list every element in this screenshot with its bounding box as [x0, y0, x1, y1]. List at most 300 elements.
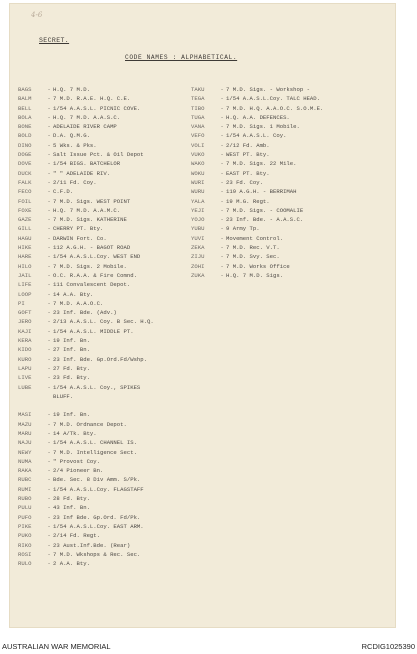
unit-name: 2/13 A.A.S.L. Coy. B Sec. H.Q. — [53, 318, 154, 326]
code-separator: - — [47, 457, 51, 465]
code-entry-row — [18, 94, 198, 103]
code-entry-row — [18, 448, 198, 457]
unit-name: 2/12 Fd. Amb. — [226, 141, 270, 149]
code-entry-row — [191, 159, 391, 168]
code-word: VOLI — [191, 141, 205, 149]
unit-name: 7 M.D. Sigs. 2 Mobile. — [53, 262, 127, 270]
code-entry-row — [191, 187, 391, 196]
code-separator: - — [220, 234, 224, 242]
code-entry-row — [18, 280, 198, 289]
code-word: FALK — [18, 178, 32, 186]
code-entry-row — [191, 271, 391, 280]
code-entry-row — [18, 197, 198, 206]
unit-name: DARWIN Fort. Co. — [53, 234, 107, 242]
code-word: WURU — [191, 188, 205, 196]
unit-name: 7 M.D. Sigs. KATHERINE — [53, 216, 127, 224]
code-separator: - — [47, 178, 51, 186]
unit-name: 23 Fd. Coy. — [226, 178, 263, 186]
unit-name: 1/54 A.A.S.L.Coy. FLAGSTAFF — [53, 485, 144, 493]
code-entry-row — [191, 169, 391, 178]
unit-name: H.Q. A.A. DEFENCES. — [226, 113, 290, 121]
code-entry-row — [18, 355, 198, 364]
code-entry-row — [191, 243, 391, 252]
code-word: LAPU — [18, 364, 32, 372]
code-entry-row — [18, 364, 198, 373]
code-separator: - — [47, 281, 51, 289]
code-entry-row — [191, 85, 391, 94]
code-separator: - — [47, 123, 51, 131]
code-separator: - — [47, 550, 51, 558]
code-word: ZOHI — [191, 262, 205, 270]
code-separator: - — [47, 95, 51, 103]
code-separator: - — [47, 411, 51, 419]
code-separator: - — [47, 86, 51, 93]
unit-name: 1/54 A.A.S.L. PICNIC COVE. — [53, 104, 141, 112]
code-separator: - — [220, 216, 224, 224]
code-separator: - — [47, 448, 51, 456]
unit-name: 7 M.D. Sigs. 1 Mobile. — [226, 123, 300, 131]
code-word: JAIL — [18, 271, 32, 279]
code-word: BAGS — [18, 86, 32, 93]
unit-name: ADELAIDE RIVER CAMP — [53, 123, 117, 131]
code-word: KIDO — [18, 346, 32, 354]
code-separator: - — [47, 225, 51, 233]
code-entry-row — [18, 224, 198, 233]
code-entry-row — [191, 141, 391, 150]
unit-name: 5 Wks. & Pks. — [53, 141, 97, 149]
unit-name: 23 Aust.Inf.Bde. (Rear) — [53, 541, 131, 549]
unit-name: 2/14 Fd. Regt. — [53, 532, 100, 540]
unit-name: H.Q. 7 M.D. — [53, 86, 90, 93]
code-entry-row — [18, 234, 198, 243]
code-entry-row — [18, 438, 198, 447]
code-separator: - — [47, 206, 51, 214]
code-separator: - — [47, 262, 51, 270]
unit-name: 23 Inf. Bde. - A.A.S.C. — [226, 216, 304, 224]
code-separator: - — [220, 104, 224, 112]
code-separator: - — [47, 355, 51, 363]
code-separator: - — [47, 346, 51, 354]
code-entry-row — [191, 104, 391, 113]
code-word: HILO — [18, 262, 32, 270]
code-separator: - — [47, 504, 51, 512]
code-separator: - — [47, 364, 51, 372]
code-entry-row — [18, 252, 198, 261]
code-entry-row — [18, 420, 198, 429]
unit-name: 27 Inf. Bn. — [53, 346, 90, 354]
unit-name: 23 Inf. Bde. Gp.Ord.Fd/Wshp. — [53, 355, 147, 363]
code-separator: - — [47, 485, 51, 493]
code-entry-row — [18, 485, 198, 494]
code-word: ZUKA — [191, 271, 205, 279]
code-word: LIFE — [18, 281, 32, 289]
code-word: YUBU — [191, 225, 205, 233]
unit-name: 7 M.D. Intelligence Sect. — [53, 448, 137, 456]
code-separator: - — [47, 299, 51, 307]
code-entry-row — [18, 131, 198, 140]
code-separator — [45, 401, 53, 410]
code-separator — [45, 392, 53, 401]
code-entry-row — [18, 150, 198, 159]
code-entry-row — [18, 104, 198, 113]
code-word: MASI — [18, 411, 32, 419]
code-word: PUFO — [18, 513, 32, 521]
unit-name: 19 Inf. Bn. — [53, 337, 90, 345]
code-entry-row — [191, 178, 391, 187]
unit-name: Movement Control. — [226, 234, 284, 242]
code-word: RAKA — [18, 467, 32, 475]
code-word: KAJI — [18, 327, 32, 335]
unit-name: 1/54 A.A.S.L. Coy., SPIKES — [53, 383, 141, 391]
code-entry-row — [18, 159, 198, 168]
code-entry-row — [18, 113, 198, 122]
code-separator: - — [220, 244, 224, 252]
code-word: NAJU — [18, 439, 32, 447]
unit-name: D.A. Q.M.G. — [53, 132, 90, 140]
code-word: YOJO — [191, 216, 205, 224]
code-word: GAZE — [18, 216, 32, 224]
code-entry-row — [18, 429, 198, 438]
code-separator: - — [47, 467, 51, 475]
code-entry-row — [191, 252, 391, 261]
code-word: RIKO — [18, 541, 32, 549]
code-separator: - — [47, 513, 51, 521]
unit-name: 7 M.D. R.A.E. H.Q. C.E. — [53, 95, 131, 103]
unit-name: BLUFF. — [53, 392, 74, 400]
code-entry-row — [191, 131, 391, 140]
unit-name: Salt Issue Pct. & Oil Depot — [53, 151, 144, 159]
code-entry-row — [18, 308, 198, 317]
code-entry-row — [191, 122, 391, 131]
code-separator: - — [47, 439, 51, 447]
unit-name: 1/54 A.A.S.L. CHANNEL IS. — [53, 439, 137, 447]
code-entry-row — [18, 401, 198, 410]
unit-name: 28 Fd. Bty. — [53, 495, 90, 503]
unit-name: Bde. Sec. 8 Div Amm. S/Pk. — [53, 476, 141, 484]
code-entry-row — [18, 122, 198, 131]
code-entry-row — [18, 392, 198, 401]
code-entry-row — [18, 141, 198, 150]
code-separator: - — [220, 160, 224, 168]
code-word: KERA — [18, 337, 32, 345]
code-word: RUBC — [18, 476, 32, 484]
code-word: WURI — [191, 178, 205, 186]
code-entry-row — [18, 85, 198, 94]
code-word: FOXE — [18, 206, 32, 214]
code-word: ZEKA — [191, 244, 205, 252]
unit-name: 1/54 A.A.S.L. Coy. — [226, 132, 287, 140]
pencil-note: 4-6 — [31, 11, 43, 19]
unit-name: 19 Inf. Bn. — [53, 411, 90, 419]
code-entry-row — [18, 206, 198, 215]
code-entry-row — [191, 215, 391, 224]
code-separator: - — [220, 225, 224, 233]
code-separator: - — [47, 253, 51, 261]
code-separator: - — [47, 290, 51, 298]
code-word: VUKO — [191, 151, 205, 159]
code-separator: - — [47, 132, 51, 140]
code-word: RULO — [18, 560, 32, 568]
unit-name: H.Q. 7 M.D. A.A.M.C. — [53, 206, 121, 214]
code-separator: - — [220, 123, 224, 131]
code-separator: - — [220, 253, 224, 261]
unit-name: WEST PT. Bty. — [226, 151, 270, 159]
code-separator: - — [47, 244, 51, 252]
code-entry-row — [18, 178, 198, 187]
unit-name: EAST PT. Bty. — [226, 169, 270, 177]
unit-name: 27 Fd. Bty. — [53, 364, 90, 372]
code-entry-row — [18, 336, 198, 345]
unit-name: 7 M.D. Sigs. WEST POINT — [53, 197, 131, 205]
unit-name: 1/54 A.A.S.L. MIDDLE PT. — [53, 327, 134, 335]
unit-name: 112 A.G.H. - BAGOT ROAD — [53, 244, 131, 252]
code-word: VANA — [191, 123, 205, 131]
archive-footer — [0, 640, 417, 654]
code-word: WOKU — [191, 169, 205, 177]
code-separator: - — [47, 383, 51, 391]
code-separator: - — [220, 151, 224, 159]
code-word: DOGE — [18, 151, 32, 159]
unit-name: 43 Inf. Bn. — [53, 504, 90, 512]
code-entry-row — [18, 169, 198, 178]
code-word: WAKO — [191, 160, 205, 168]
code-separator: - — [47, 216, 51, 224]
code-word: LIVE — [18, 374, 32, 382]
unit-name: 7 M.D. H.Q. A.A.O.C. S.O.M.E. — [226, 104, 324, 112]
code-separator: - — [220, 271, 224, 279]
code-entry-row — [18, 262, 198, 271]
code-entry-row — [18, 410, 198, 419]
code-word: YEJI — [191, 206, 205, 214]
code-entry-row — [191, 113, 391, 122]
code-separator: - — [47, 113, 51, 121]
document-title: CODE NAMES : ALPHABETICAL. — [125, 54, 238, 61]
code-entry-row — [18, 559, 198, 568]
unit-name: 1/54 BIGS. BATCHELOR — [53, 160, 121, 168]
right-code-column — [191, 85, 391, 280]
code-word: PULU — [18, 504, 32, 512]
code-word: GILL — [18, 225, 32, 233]
code-entry-row — [18, 345, 198, 354]
unit-name: 1/54 A.A.S.L.Coy. EAST ARM. — [53, 522, 144, 530]
unit-name: H.Q. 7 M.D. Sigs. — [226, 271, 284, 279]
code-word: BOLD — [18, 132, 32, 140]
code-separator: - — [47, 337, 51, 345]
code-entry-row — [18, 373, 198, 382]
code-separator: - — [220, 113, 224, 121]
code-word: ZIJU — [191, 253, 205, 261]
unit-name: O.C. R.A.A. & Fire Comnd. — [53, 271, 137, 279]
code-word: DUCK — [18, 169, 32, 177]
code-word: PIKE — [18, 522, 32, 530]
code-word: NEWY — [18, 448, 32, 456]
code-entry-row — [191, 150, 391, 159]
code-separator: - — [47, 541, 51, 549]
code-separator: - — [47, 420, 51, 428]
code-word: BALM — [18, 95, 32, 103]
code-entry-row — [18, 475, 198, 484]
code-entry-row — [18, 327, 198, 336]
unit-name: 7 M.D. A.A.O.C. — [53, 299, 104, 307]
code-separator: - — [47, 318, 51, 326]
code-word: FOIL — [18, 197, 32, 205]
code-entry-row — [18, 317, 198, 326]
unit-name: 7 M.D. Works Office — [226, 262, 290, 270]
code-entry-row — [18, 503, 198, 512]
code-word: BELL — [18, 104, 32, 112]
code-entry-row — [18, 243, 198, 252]
unit-name: 14 A.A. Bty. — [53, 290, 94, 298]
code-word: TIBO — [191, 104, 205, 112]
unit-name: 7 M.D. Ordnance Depot. — [53, 420, 127, 428]
code-word: ROSI — [18, 550, 32, 558]
code-separator: - — [220, 262, 224, 270]
code-entry-row — [18, 513, 198, 522]
unit-name: 7 M.D. Sigs. 22 Mile. — [226, 160, 297, 168]
code-word: HAGU — [18, 234, 32, 242]
code-separator: - — [47, 197, 51, 205]
code-word: JERO — [18, 318, 32, 326]
code-entry-row — [18, 494, 198, 503]
image-id-label: RCDIG1025390 — [361, 642, 415, 651]
code-separator: - — [47, 160, 51, 168]
code-word — [18, 401, 45, 410]
code-word: TUGA — [191, 113, 205, 121]
code-separator: - — [47, 495, 51, 503]
code-word: PUKO — [18, 532, 32, 540]
code-word: RUBO — [18, 495, 32, 503]
code-separator: - — [47, 188, 51, 196]
unit-name: 119 A.G.H. - BERRIMAH — [226, 188, 297, 196]
code-separator: - — [47, 327, 51, 335]
unit-name: 2 A.A. Bty. — [53, 560, 90, 568]
code-separator: - — [220, 206, 224, 214]
unit-name: " " ADELAIDE RIV. — [53, 169, 111, 177]
code-separator: - — [220, 141, 224, 149]
unit-name: 111 Convalescent Depot. — [53, 281, 131, 289]
unit-name: " Provost Coy. — [53, 457, 100, 465]
code-word: LOOP — [18, 290, 32, 298]
code-separator: - — [47, 476, 51, 484]
code-entry-row — [18, 457, 198, 466]
code-entry-row — [191, 262, 391, 271]
unit-name: 7 M.D. Rec. V.T. — [226, 244, 280, 252]
code-word: DOVE — [18, 160, 32, 168]
code-word: PI — [18, 299, 25, 307]
code-word: RUMI — [18, 485, 32, 493]
left-code-column — [18, 85, 198, 568]
code-entry-row — [191, 206, 391, 215]
code-separator: - — [220, 86, 224, 93]
unit-name: 7 M.D. Svy. Sec. — [226, 253, 280, 261]
unit-name: 14 A/Tk. Bty. — [53, 429, 97, 437]
unit-name: 23 Fd. Bty. — [53, 374, 90, 382]
code-entry-row — [18, 522, 198, 531]
code-separator: - — [47, 234, 51, 242]
code-separator: - — [220, 169, 224, 177]
code-word: LUBE — [18, 383, 32, 391]
code-entry-row — [191, 94, 391, 103]
code-entry-row — [191, 234, 391, 243]
code-entry-row — [18, 541, 198, 550]
unit-name: 7 M.D. Sigs. - Workshop - — [226, 86, 310, 93]
code-word: MAZU — [18, 420, 32, 428]
code-word: TAKU — [191, 86, 205, 93]
code-entry-row — [18, 271, 198, 280]
code-entry-row — [18, 290, 198, 299]
code-word: HIKE — [18, 244, 32, 252]
code-separator: - — [47, 104, 51, 112]
code-word: TEGA — [191, 95, 205, 103]
code-separator: - — [220, 188, 224, 196]
unit-name: 2/4 Pioneer Bn. — [53, 467, 104, 475]
unit-name: C.F.D. — [53, 188, 74, 196]
code-separator: - — [47, 151, 51, 159]
unit-name: 23 Inf Bde. Gp.Ord. Fd/Pk. — [53, 513, 141, 521]
publisher-label: AUSTRALIAN WAR MEMORIAL — [2, 642, 111, 651]
code-word: BONE — [18, 123, 32, 131]
code-word: KURO — [18, 355, 32, 363]
code-entry-row — [18, 215, 198, 224]
code-entry-row — [191, 224, 391, 233]
code-separator: - — [47, 271, 51, 279]
code-word: FECO — [18, 188, 32, 196]
code-word: YUVI — [191, 234, 205, 242]
code-separator: - — [220, 178, 224, 186]
code-word: BOLA — [18, 113, 32, 121]
code-separator: - — [47, 169, 51, 177]
unit-name: 2/11 Fd. Coy. — [53, 178, 97, 186]
code-word: NUMA — [18, 457, 32, 465]
code-entry-row — [18, 466, 198, 475]
code-separator: - — [220, 132, 224, 140]
code-word: GOFT — [18, 309, 32, 317]
code-separator: - — [47, 429, 51, 437]
unit-name: 7 M.D. Wkshops & Rec. Sec. — [53, 550, 141, 558]
code-entry-row — [18, 531, 198, 540]
code-separator: - — [47, 374, 51, 382]
unit-name: 1/54 A.A.S.L.Coy. WEST END — [53, 253, 141, 261]
code-entry-row — [18, 383, 198, 392]
code-entry-row — [191, 197, 391, 206]
code-word: HARE — [18, 253, 32, 261]
code-entry-row — [18, 299, 198, 308]
unit-name: 1/54 A.A.S.L.Coy. TALC HEAD. — [226, 95, 320, 103]
code-separator: - — [47, 522, 51, 530]
code-entry-row — [18, 550, 198, 559]
code-separator: - — [47, 532, 51, 540]
code-word — [18, 392, 45, 401]
code-separator: - — [47, 141, 51, 149]
code-word: DINO — [18, 141, 32, 149]
unit-name: 7 M.D. Sigs. - COOMALIE — [226, 206, 304, 214]
code-separator: - — [220, 95, 224, 103]
code-word: MARU — [18, 429, 32, 437]
classification-heading: SECRET. — [39, 37, 70, 44]
code-separator: - — [220, 197, 224, 205]
unit-name: CHERRY PT. Bty. — [53, 225, 104, 233]
code-entry-row — [18, 187, 198, 196]
unit-name: 19 M.G. Regt. — [226, 197, 270, 205]
code-separator: - — [47, 309, 51, 317]
unit-name: 9 Army Tp. — [226, 225, 260, 233]
document-page — [9, 3, 396, 628]
code-separator: - — [47, 560, 51, 568]
unit-name: H.Q. 7 M.D. A.A.S.C. — [53, 113, 121, 121]
code-word: YALA — [191, 197, 205, 205]
code-word: VEFO — [191, 132, 205, 140]
unit-name: 23 Inf. Bde. (Adv.) — [53, 309, 117, 317]
